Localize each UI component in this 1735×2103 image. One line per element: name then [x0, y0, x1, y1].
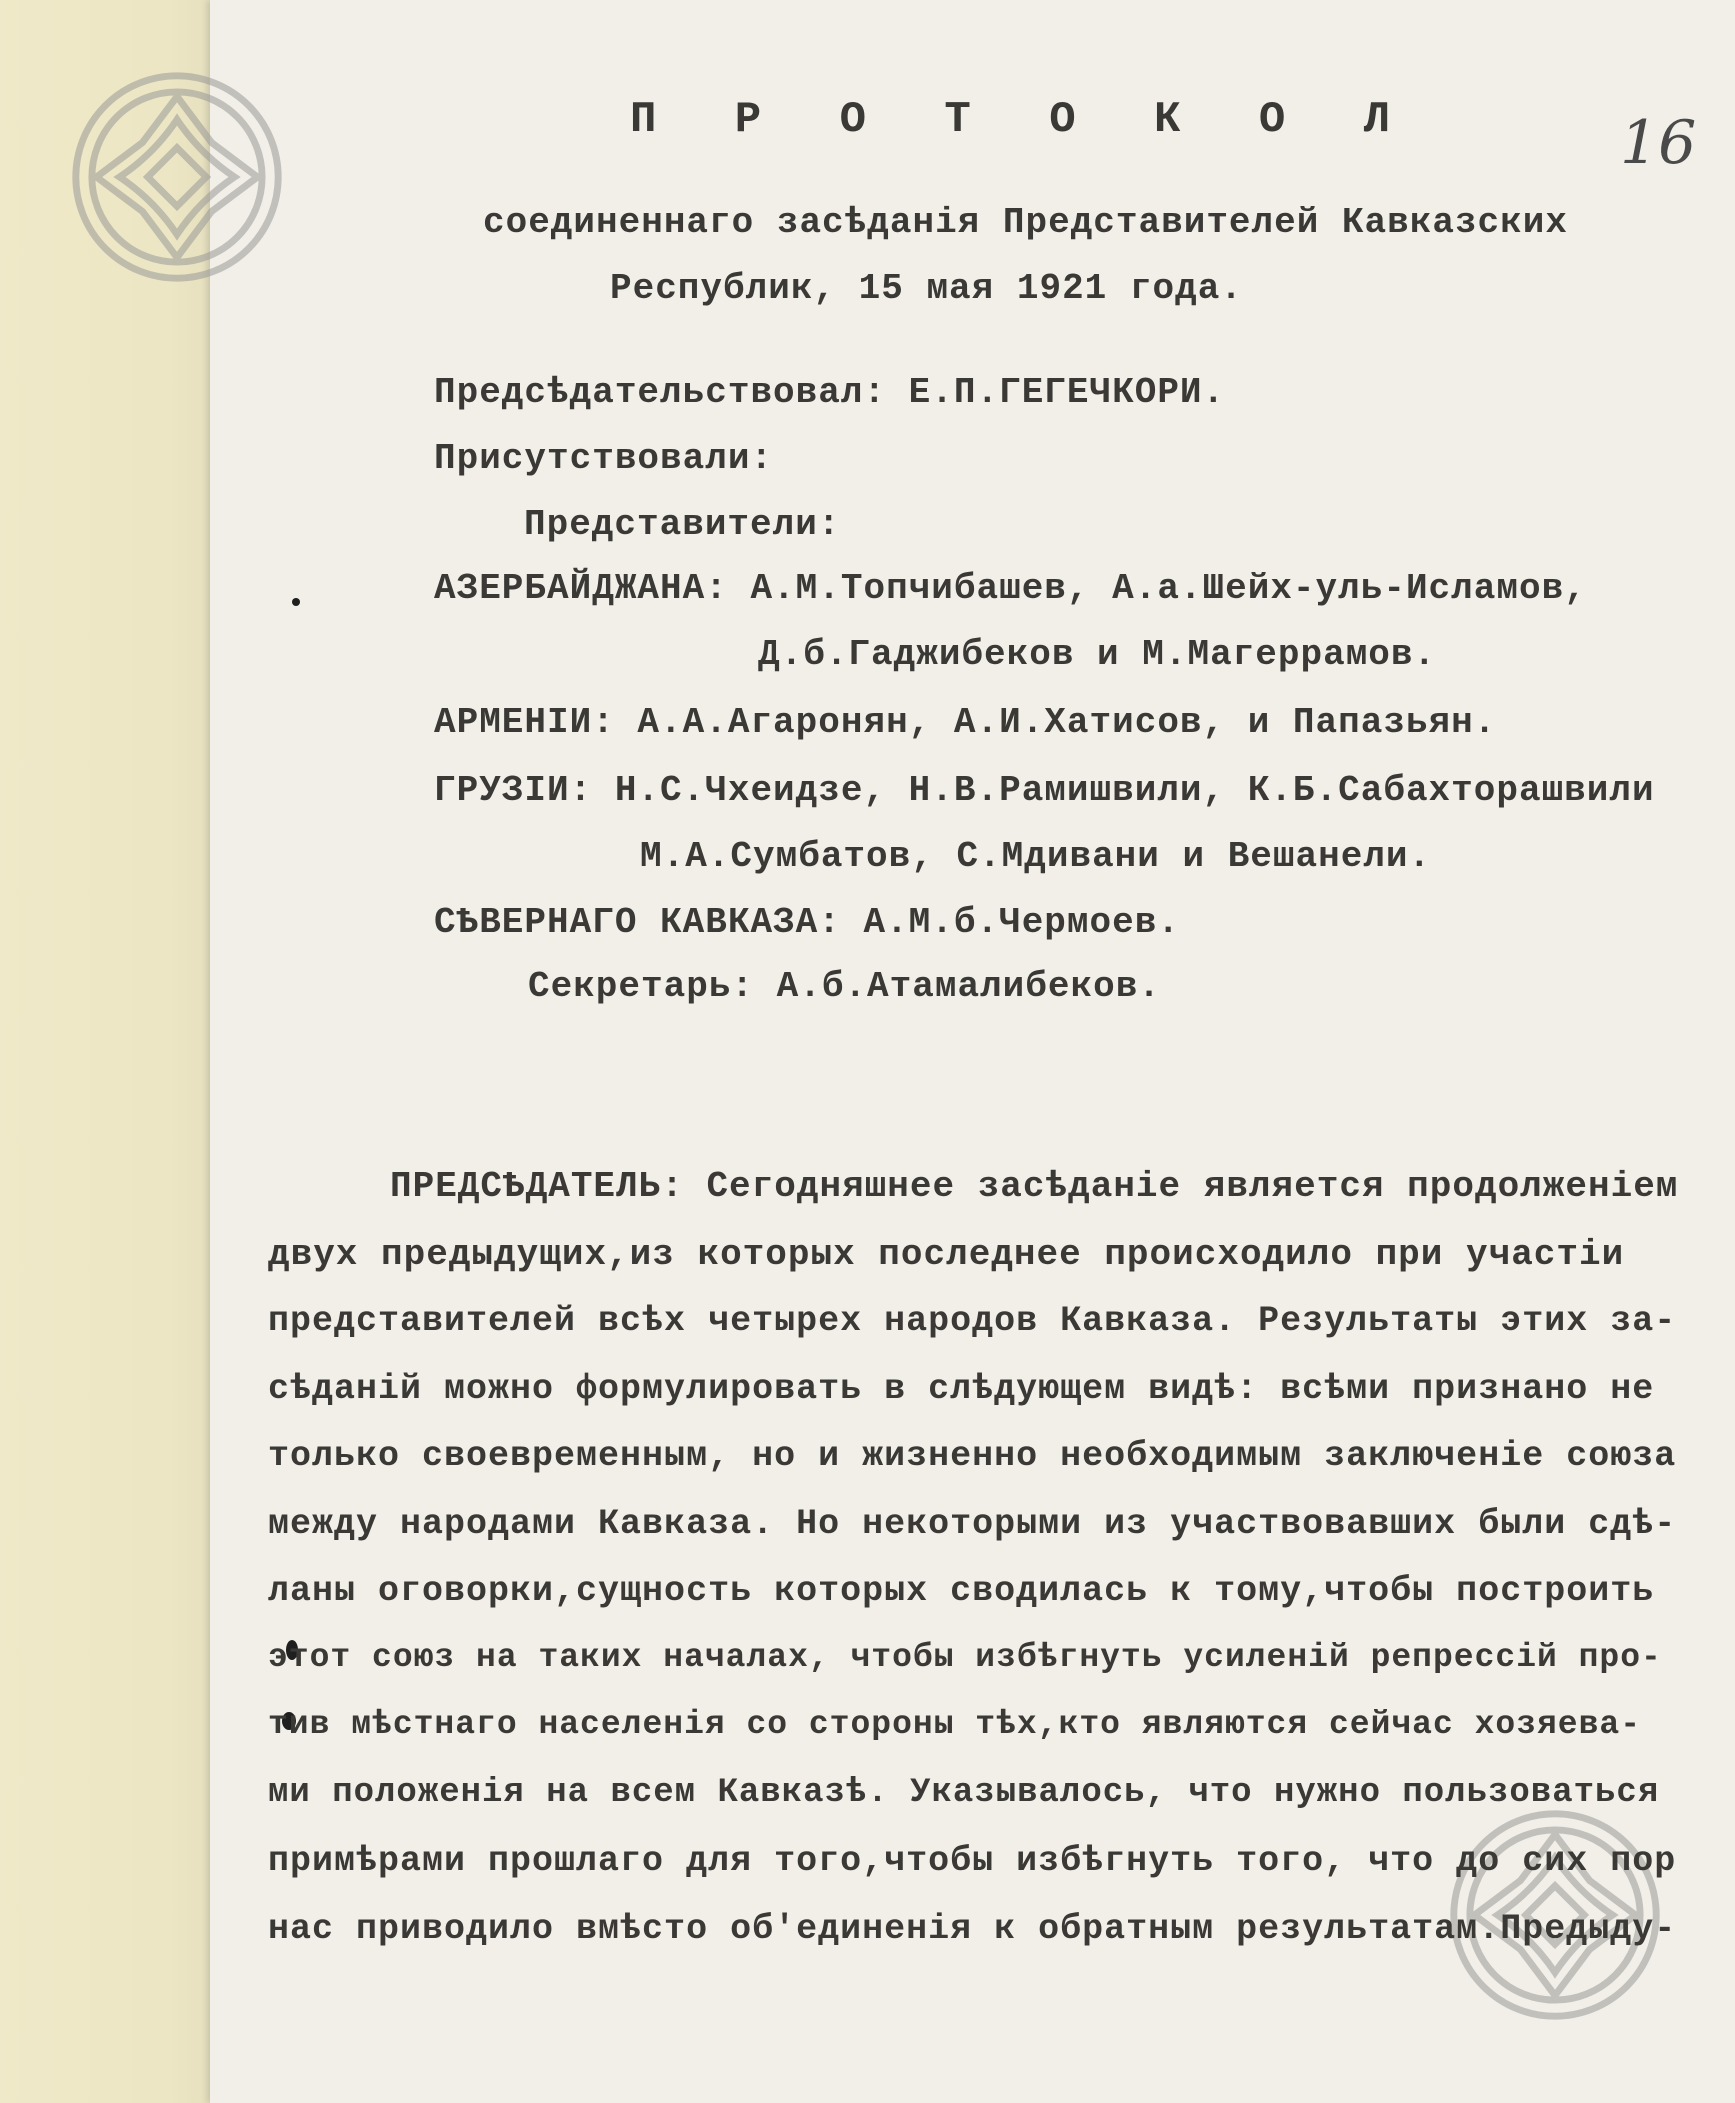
- secretary-line: Секретарь: А.б.Атамалибеков.: [528, 966, 1161, 1007]
- ink-dot: [292, 598, 300, 606]
- chairman-line: Предсѣдательствовал: Е.П.ГЕГЕЧКОРИ.: [434, 372, 1226, 413]
- body-line: между народами Кавказа. Но некоторыми из участвовавших были сдѣ-: [268, 1503, 1677, 1544]
- armenia-line: АРМЕНІИ: А.А.Агаронян, А.И.Хатисов, и Папазьян.: [434, 702, 1497, 743]
- document-title: П Р О Т О К О Л: [630, 95, 1417, 145]
- page-number: 16: [1620, 108, 1697, 178]
- left-margin-strip: [0, 0, 210, 2103]
- georgia-line-2: М.А.Сумбатов, С.Мдивани и Вешанели.: [640, 836, 1432, 877]
- body-line: двух предыдущих,из которых последнее происходило при участіи: [268, 1233, 1625, 1275]
- subtitle-line-2: Республик, 15 мая 1921 года.: [610, 268, 1243, 309]
- present-line: Присутствовали:: [434, 438, 774, 479]
- representatives-line: Представители:: [524, 504, 841, 545]
- body-line: ми положенія на всем Кавказѣ. Указывалось, что нужно пользоваться: [268, 1773, 1660, 1812]
- body-line: ПРЕДСѢДАТЕЛЬ: Сегодняшнее засѣданіе является продолженіем: [390, 1166, 1679, 1207]
- body-line: тив мѣстнаго населенія со стороны тѣх,кто являются сейчас хозяева-: [268, 1706, 1642, 1743]
- body-line: сѣданій можно формулировать в слѣдующем видѣ: всѣми признано не: [268, 1368, 1655, 1409]
- north-caucasus-line: СѢВЕРНАГО КАВКАЗА: А.М.б.Чермоев.: [434, 902, 1180, 943]
- body-line: только своевременным, но и жизненно необходимым заключеніе союза: [268, 1436, 1677, 1476]
- body-line: представителей всѣх четырех народов Кавказа. Результаты этих за-: [268, 1301, 1677, 1341]
- azerbaijan-line-1: АЗЕРБАЙДЖАНА: А.М.Топчибашев, А.а.Шейх-уль-Исламов,: [434, 568, 1587, 609]
- subtitle-line-1: соединеннаго засѣданія Представителей Кавказских: [483, 202, 1568, 243]
- body-line: ланы оговорки,сущность которых сводилась к тому,чтобы построить: [268, 1571, 1655, 1611]
- body-line: нас приводило вмѣсто об'единенія к обратным результатам.Предыду-: [268, 1908, 1677, 1949]
- georgia-line-1: ГРУЗІИ: Н.С.Чхеидзе, Н.В.Рамишвили, К.Б.Сабахторашвили: [434, 770, 1655, 811]
- azerbaijan-line-2: Д.б.Гаджибеков и М.Магеррамов.: [758, 634, 1437, 675]
- body-line: этот союз на таких началах, чтобы избѣгнуть усиленій репрессій про-: [268, 1638, 1662, 1676]
- archive-seal-icon: [62, 62, 292, 292]
- body-line: примѣрами прошлаго для того,чтобы избѣгнуть того, что до сих пор: [268, 1841, 1677, 1881]
